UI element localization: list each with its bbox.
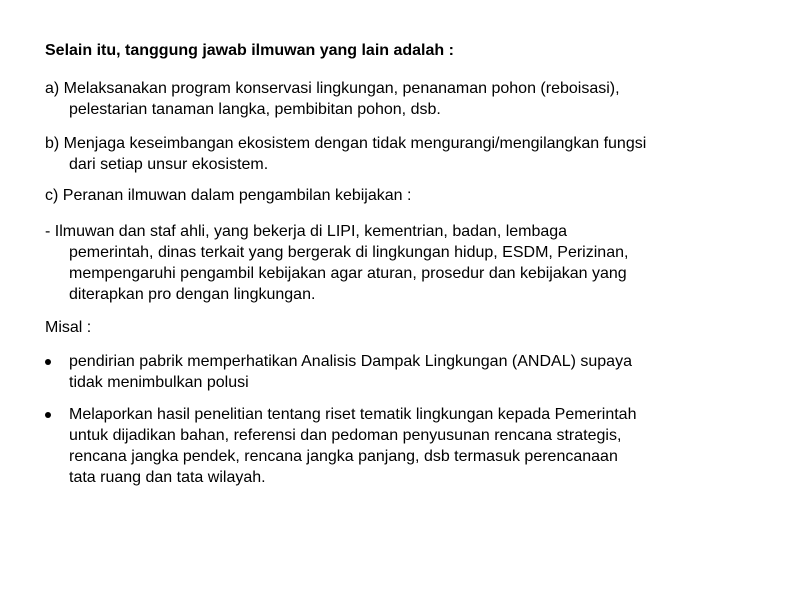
bullet-dot-icon xyxy=(45,359,51,365)
bullet-2-line-4: tata ruang dan tata wilayah. xyxy=(69,469,266,486)
misal-label: Misal : xyxy=(45,319,92,336)
item-a-line-1: a) Melaksanakan program konservasi lingkungan, penanaman pohon (reboisasi), xyxy=(45,80,620,97)
dash-item-line-4: diterapkan pro dengan lingkungan. xyxy=(69,286,316,303)
item-c-line-1: c) Peranan ilmuwan dalam pengambilan kebijakan : xyxy=(45,187,412,204)
item-b-line-2: dari setiap unsur ekosistem. xyxy=(69,156,269,173)
dash-item-line-3: mempengaruhi pengambil kebijakan agar aturan, prosedur dan kebijakan yang xyxy=(69,265,627,282)
dash-item-line-1: - Ilmuwan dan staf ahli, yang bekerja di LIPI, kementrian, badan, lembaga xyxy=(45,223,568,240)
bullet-1-line-1: pendirian pabrik memperhatikan Analisis Dampak Lingkungan (ANDAL) supaya xyxy=(69,353,632,370)
item-a-line-2: pelestarian tanaman langka, pembibitan pohon, dsb. xyxy=(69,101,441,118)
bullet-dot-icon xyxy=(45,412,51,418)
bullet-2-line-3: rencana jangka pendek, rencana jangka panjang, dsb termasuk perencanaan xyxy=(69,448,618,465)
bullet-2-line-1: Melaporkan hasil penelitian tentang riset tematik lingkungan kepada Pemerintah xyxy=(69,406,637,423)
dash-item-line-2: pemerintah, dinas terkait yang bergerak di lingkungan hidup, ESDM, Perizinan, xyxy=(69,244,629,261)
section-heading: Selain itu, tanggung jawab ilmuwan yang lain adalah : xyxy=(45,42,454,59)
bullet-2-line-2: untuk dijadikan bahan, referensi dan pedoman penyusunan rencana strategis, xyxy=(69,427,622,444)
bullet-1-line-2: tidak menimbulkan polusi xyxy=(69,374,249,391)
item-b-line-1: b) Menjaga keseimbangan ekosistem dengan tidak mengurangi/mengilangkan fungsi xyxy=(45,135,647,152)
